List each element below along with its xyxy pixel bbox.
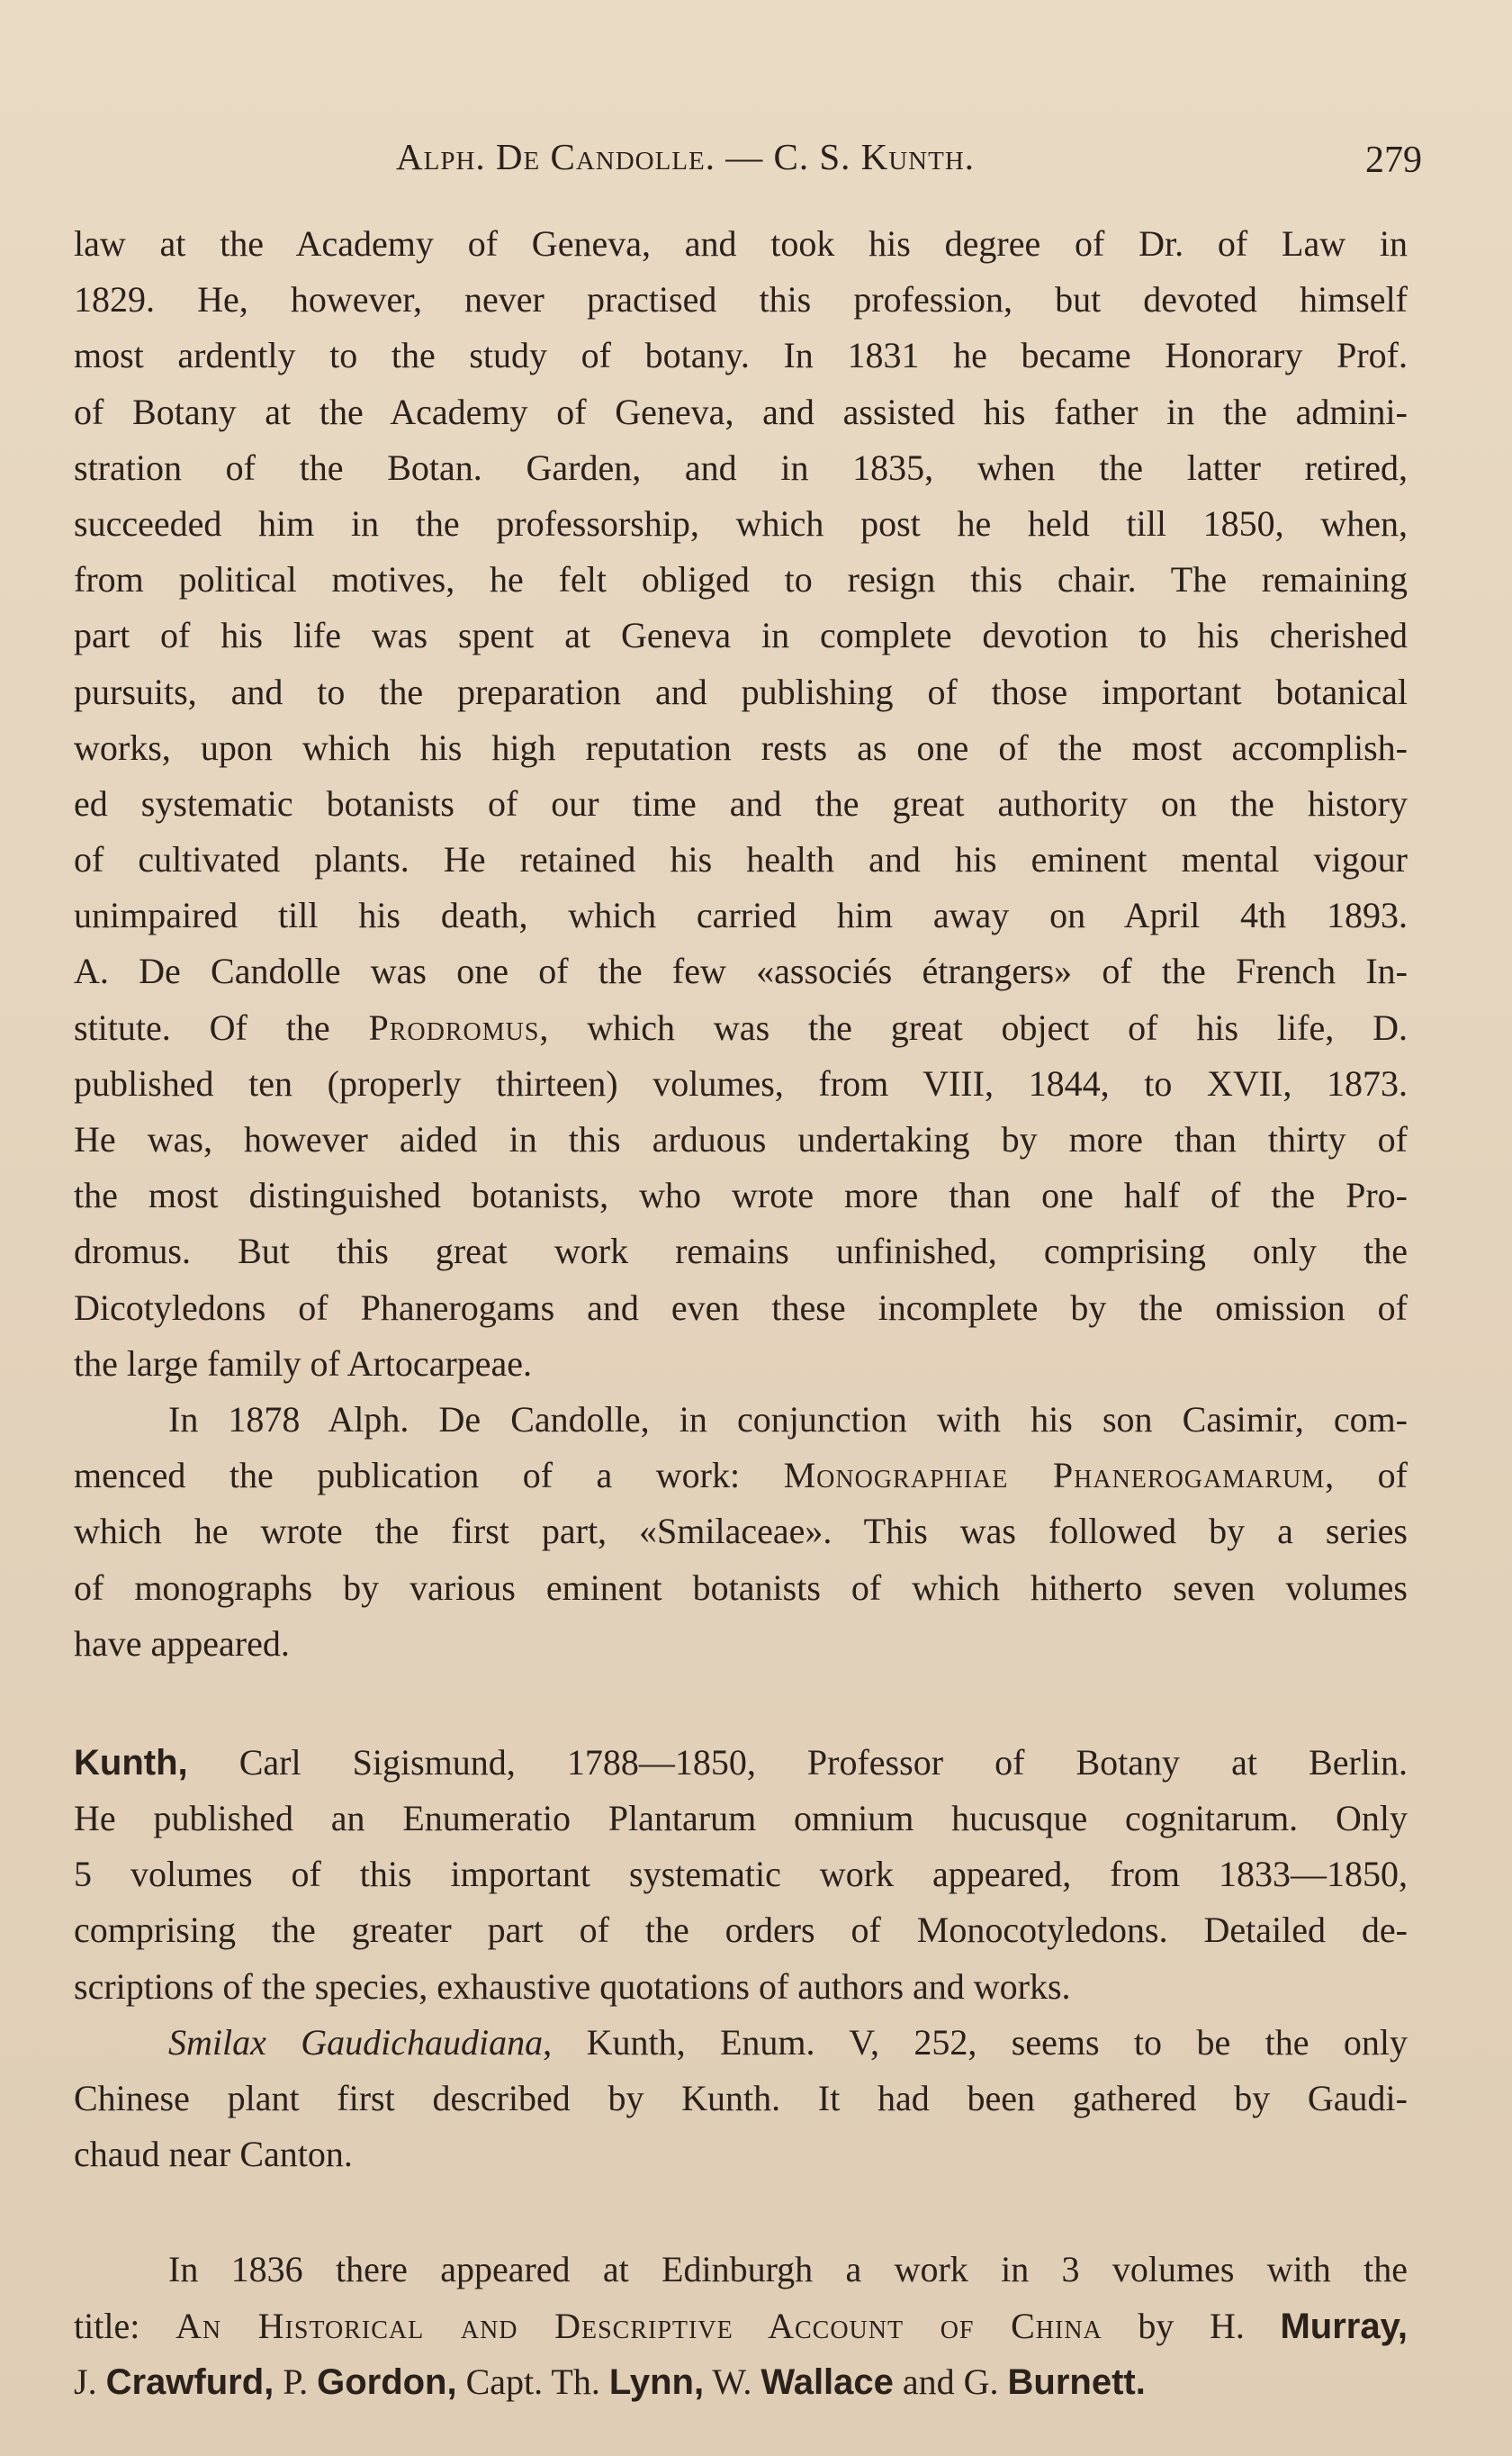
text-line xyxy=(74,2354,1408,2410)
text-line: dromus. But this great work remains unfinished, comprising only the xyxy=(74,1231,1408,1272)
text-fragment: , of xyxy=(1325,1455,1408,1496)
text-line: chaud near Canton. xyxy=(74,2134,353,2175)
text-line: 5 volumes of this important systematic work appeared, from 1833—1850, xyxy=(74,1854,1408,1895)
text-fragment: stitute. Of the xyxy=(74,1007,369,1048)
section-spacer xyxy=(74,1672,1408,1735)
text-fragment: menced the publication of a work: xyxy=(74,1455,784,1496)
text-line xyxy=(74,1000,1408,1056)
text-line: most ardently to the study of botany. In 1831 he became Honorary Prof. xyxy=(74,335,1408,376)
text-line: which he wrote the first part, «Smilaceae». This was followed by a series xyxy=(74,1511,1408,1552)
paragraph-de-candolle-career xyxy=(74,216,1408,1392)
section-spacer xyxy=(74,2182,1408,2242)
author-name: Murray, xyxy=(1280,2306,1408,2346)
text-fragment: Carl Sigismund, 1788—1850, Professor of Botany at Berlin. xyxy=(187,1741,1408,1783)
text-line: scriptions of the species, exhaustive quotations of authors and works. xyxy=(74,1965,1071,2007)
text-line: Chinese plant first described by Kunth. It had been gathered by Gaudi- xyxy=(74,2078,1408,2118)
text-fragment: , which was the great object of his life, D. xyxy=(539,1007,1408,1048)
text-line: part of his life was spent at Geneva in complete devotion to his cherished xyxy=(74,615,1408,656)
text-line: of monographs by various eminent botanists of which hitherto seven volumes xyxy=(74,1567,1408,1608)
text-fragment: J. xyxy=(74,2361,106,2402)
paragraph-monographiae xyxy=(74,1392,1408,1672)
running-head-title: Alph. De Candolle. — C. S. Kunth. xyxy=(396,136,976,177)
text-line: published ten (properly thirteen) volumes, from VIII, 1844, to XVII, 1873. xyxy=(74,1062,1408,1104)
entry-name-kunth: Kunth, xyxy=(74,1742,188,1783)
text-line: succeeded him in the professorship, which post he held till 1850, when, xyxy=(74,502,1408,544)
text-line: ed systematic botanists of our time and the great authority on the history xyxy=(74,782,1408,824)
text-fragment: title: xyxy=(74,2305,176,2346)
text-line xyxy=(74,2298,1408,2354)
text-line: unimpaired till his death, which carried him away on April 4th 1893. xyxy=(74,895,1408,936)
text-line: have appeared. xyxy=(74,1622,290,1664)
text-line: from political motives, he felt obliged to resign this chair. The remaining xyxy=(74,559,1408,600)
text-line: works, upon which his high reputation rests as one of the most accomplish- xyxy=(74,727,1408,768)
text-line: stration of the Botan. Garden, and in 1835, when the latter retired, xyxy=(74,447,1408,488)
text-fragment: and G. xyxy=(893,2361,1008,2402)
author-name: Crawfurd, xyxy=(105,2361,274,2402)
text-fragment: W. xyxy=(704,2361,761,2402)
work-title-monographiae: Monographiae Phanerogamarum xyxy=(783,1455,1326,1496)
text-fragment: P. xyxy=(274,2361,318,2402)
text-line: He was, however aided in this arduous undertaking by more than thirty of xyxy=(74,1119,1408,1160)
text-line: law at the Academy of Geneva, and took his degree of Dr. of Law in xyxy=(74,223,1408,264)
species-name: Smilax Gaudichaudiana xyxy=(168,2021,544,2063)
work-title-prodromus: Prodromus xyxy=(368,1007,540,1048)
entry-kunth xyxy=(74,1735,1408,2015)
text-line: 1829. He, however, never practised this profession, but devoted himself xyxy=(74,279,1408,321)
text-line xyxy=(74,1735,1408,1791)
text-fragment: , Kunth, Enum. V, 252, seems to be the only xyxy=(543,2021,1408,2063)
text-line: the most distinguished botanists, who wrote more than one half of the Pro- xyxy=(74,1175,1408,1216)
text-line: In 1878 Alph. De Candolle, in conjunction with his son Casimir, com- xyxy=(168,1398,1408,1440)
text-line xyxy=(74,1448,1408,1503)
paragraph-smilax xyxy=(74,2015,1408,2183)
text-line: In 1836 there appeared at Edinburgh a work in 3 volumes with the xyxy=(168,2249,1408,2290)
text-fragment: by H. xyxy=(1102,2305,1281,2346)
author-name: Lynn, xyxy=(608,2361,705,2402)
author-name: Gordon, xyxy=(317,2361,457,2402)
page-body xyxy=(74,216,1408,2410)
text-line: the large family of Artocarpeae. xyxy=(74,1342,533,1384)
author-name: Burnett. xyxy=(1007,2361,1146,2402)
text-line: of cultivated plants. He retained his health and his eminent mental vigour xyxy=(74,839,1408,880)
work-title-china: An Historical and Descriptive Account of China xyxy=(175,2305,1102,2346)
text-line: Dicotyledons of Phanerogams and even these incomplete by the omission of xyxy=(74,1287,1408,1328)
text-line: He published an Enumeratio Plantarum omnium hucusque cognitarum. Only xyxy=(74,1798,1408,1839)
text-fragment: Capt. Th. xyxy=(456,2361,609,2402)
text-line xyxy=(74,2015,1408,2071)
text-line: comprising the greater part of the orders of Monocotyledons. Detailed de- xyxy=(74,1910,1408,1951)
text-line: of Botany at the Academy of Geneva, and assisted his father in the admini- xyxy=(74,391,1408,432)
paragraph-edinburgh xyxy=(74,2242,1408,2410)
running-head xyxy=(72,135,1422,189)
text-line: A. De Candolle was one of the few «associés étrangers» of the French In- xyxy=(74,951,1408,992)
page-number: 279 xyxy=(1365,140,1422,181)
author-name: Wallace xyxy=(760,2361,894,2402)
text-line: pursuits, and to the preparation and publishing of those important botanical xyxy=(74,671,1408,712)
